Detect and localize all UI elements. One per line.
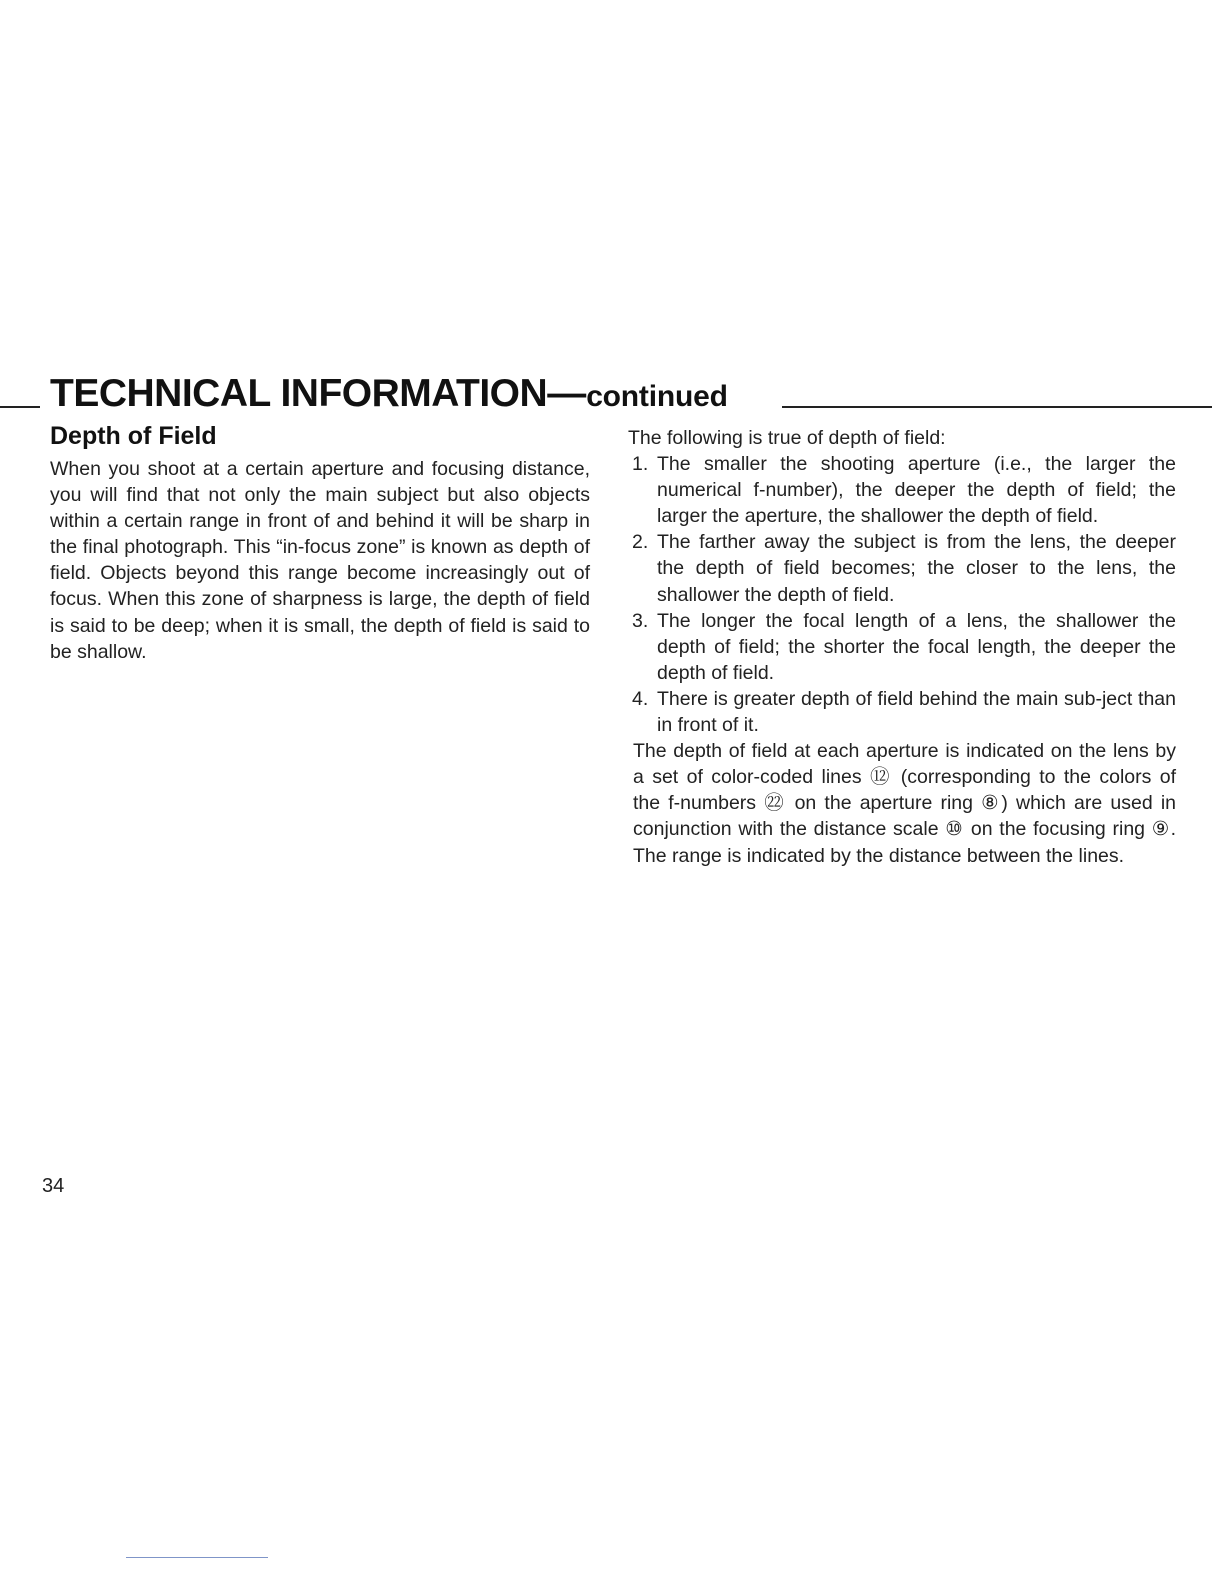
list-item-text: The smaller the shooting aperture (i.e., the larger the numerical f-number), the deeper the depth of field; the larger the aperture, the shallower the depth of field. bbox=[657, 453, 1176, 528]
page-title-main: TECHNICAL INFORMATION bbox=[50, 372, 548, 415]
list-item-text: The longer the focal length of a lens, the shallower the depth of field; the shorter the focal length, the deeper the depth of field. bbox=[657, 609, 1176, 684]
facts-list bbox=[628, 451, 1176, 738]
page-title-dash: — bbox=[547, 372, 587, 415]
list-item-number: 2. bbox=[632, 531, 649, 554]
header-rule-right bbox=[782, 406, 1212, 408]
list-item-number: 1. bbox=[632, 453, 649, 476]
list-item bbox=[628, 608, 1176, 686]
list-item-number: 3. bbox=[632, 609, 649, 632]
bottom-divider bbox=[126, 1557, 268, 1558]
list-item-text: There is greater depth of field behind the main sub-ject than in front of it. bbox=[657, 687, 1176, 737]
header-rule-left bbox=[0, 406, 40, 408]
page-number: 34 bbox=[42, 1175, 65, 1197]
list-item bbox=[628, 686, 1176, 738]
list-intro: The following is true of depth of field: bbox=[628, 427, 946, 449]
right-column bbox=[628, 425, 1176, 869]
list-item bbox=[628, 451, 1176, 529]
section-heading: Depth of Field bbox=[50, 422, 217, 450]
depth-of-field-indicator-paragraph: The depth of field at each aperture is indicated on the lens by a set of color-coded lines ⑫ (corresponding to the colors of the f-numbers ㉒ on the aperture ring ⑧) which are used in conjunction with the distance scale ⑩ on the focusing ring ⑨. The range is indicated by the distance between the lines. bbox=[633, 740, 1176, 867]
page-title bbox=[50, 374, 728, 413]
list-item-text: The farther away the subject is from the lens, the deeper the depth of field becomes; the closer to the lens, the shallower the depth of field. bbox=[657, 531, 1176, 606]
page-title-continued: continued bbox=[586, 380, 728, 413]
list-item bbox=[628, 529, 1176, 607]
list-item-number: 4. bbox=[632, 687, 649, 710]
section-body: When you shoot at a certain aperture and focusing distance, you will find that not only the main subject but also objects within a certain range in front of and behind it will be sharp in the final photograph. This “in-focus zone” is known as depth of field. Objects beyond this range become increasingly out of focus. When this zone of sharpness is large, the depth of field is said to be deep; when it is small, the depth of field is said to be shallow. bbox=[50, 458, 590, 663]
